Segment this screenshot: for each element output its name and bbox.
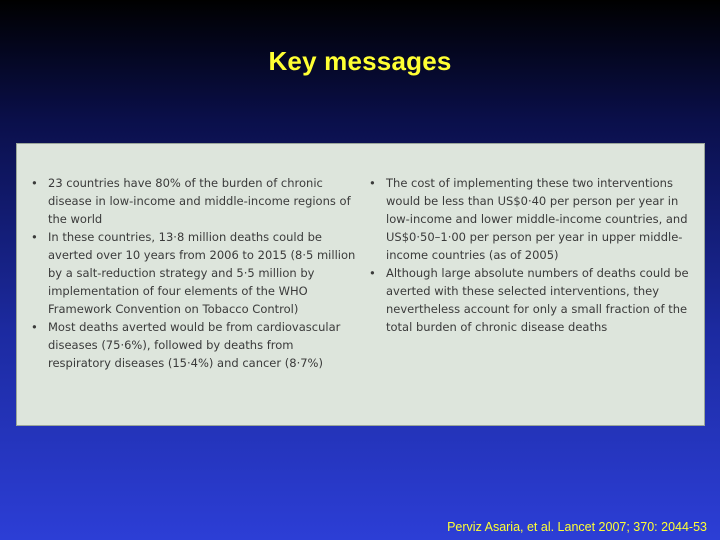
slide-title: Key messages xyxy=(268,46,452,76)
list-item xyxy=(367,174,697,264)
bullet-text: In these countries, 13·8 million deaths could be averted over 10 years from 2006 to 2015 (8·5 million by a salt-reduction strategy and 5·5 million by implementation of four elements of the WHO Framework Convention on Tobacco Control) xyxy=(48,230,356,316)
bullet-icon: • xyxy=(31,320,38,334)
bullet-icon: • xyxy=(369,176,376,190)
list-item xyxy=(29,318,359,372)
bullet-icon: • xyxy=(369,266,376,280)
list-item xyxy=(367,264,697,336)
bullet-text: 23 countries have 80% of the burden of chronic disease in low-income and middle-income regions of the world xyxy=(48,176,351,226)
right-bullet-list xyxy=(367,174,697,336)
citation: Perviz Asaria, et al. Lancet 2007; 370: 2044-53 xyxy=(447,520,707,534)
bullet-icon: • xyxy=(31,176,38,190)
key-messages-panel xyxy=(16,143,705,426)
list-item xyxy=(29,174,359,228)
list-item xyxy=(29,228,359,318)
bullet-icon: • xyxy=(31,230,38,244)
bullet-text: Most deaths averted would be from cardiovascular diseases (75·6%), followed by deaths from respiratory diseases (15·4%) and cancer (8·7%) xyxy=(48,320,341,370)
left-bullet-list xyxy=(29,174,359,372)
bullet-text: The cost of implementing these two interventions would be less than US$0·40 per person per year in low-income and lower middle-income countries, and US$0·50–1·00 per person per year in upper middle-income countries (as of 2005) xyxy=(386,176,688,262)
bullet-text: Although large absolute numbers of deaths could be averted with these selected interventions, they nevertheless account for only a small fraction of the total burden of chronic disease deaths xyxy=(386,266,689,334)
